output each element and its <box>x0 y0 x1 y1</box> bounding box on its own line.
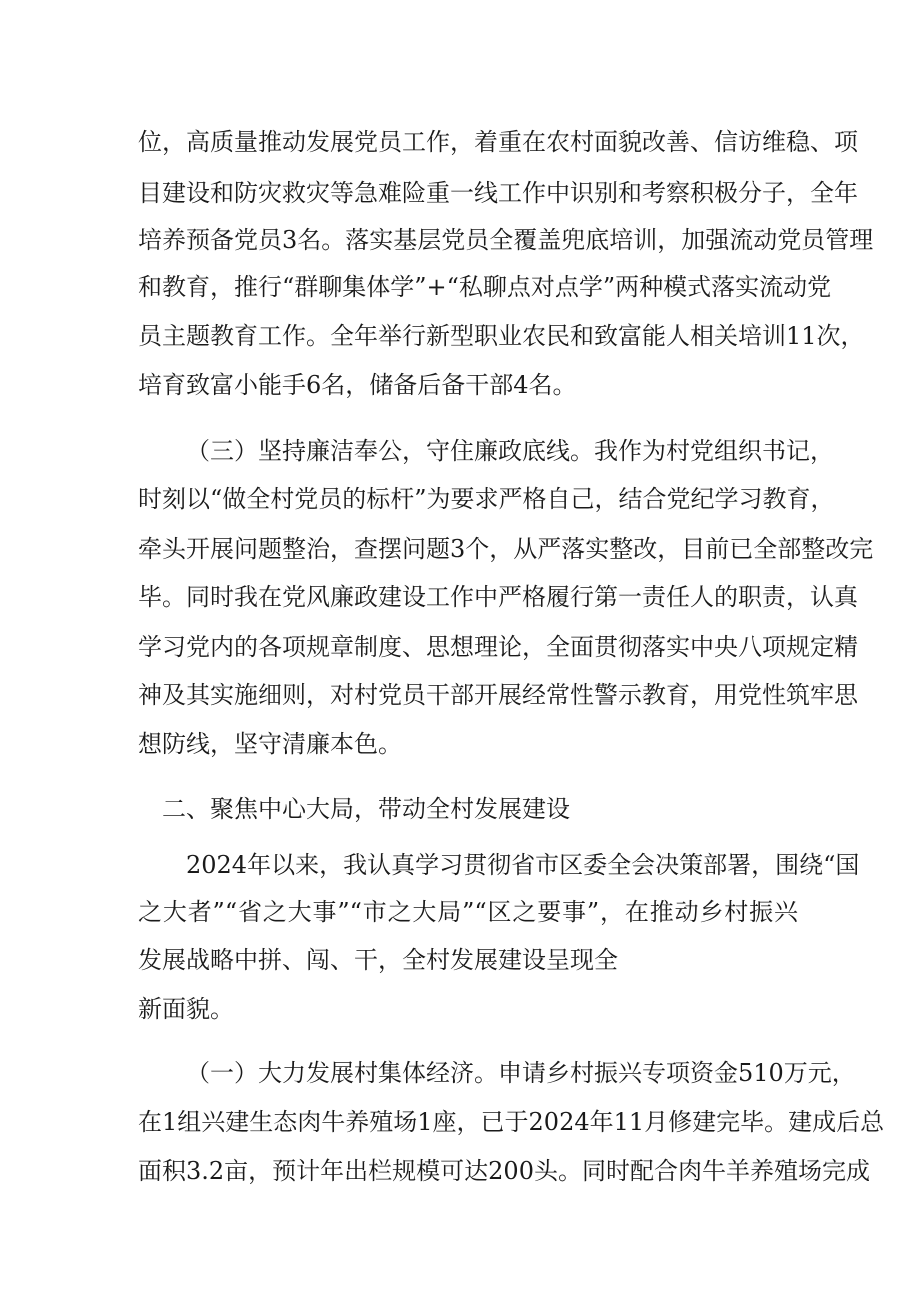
text-line: 培养预备党员3名。落实基层党员全覆盖兜底培训，加强流动党员管理 <box>138 226 874 254</box>
text-line: 之大者”“省之大事”“市之大局”“区之要事”，在推动乡村振兴 <box>138 898 798 926</box>
text-line: 学习党内的各项规章制度、思想理论，全面贯彻落实中央八项规定精 <box>138 633 858 661</box>
text-line: 位，高质量推动发展党员工作，着重在农村面貌改善、信访维稳、项 <box>138 128 858 156</box>
section-heading: 二、聚焦中心大局，带动全村发展建设 <box>162 795 570 823</box>
paragraph-heading: （三）坚持廉洁奉公，守住廉政底线。我作为村党组织书记， <box>186 437 834 465</box>
text-line: 毕。同时我在党风廉政建设工作中严格履行第一责任人的职责，认真 <box>138 583 858 611</box>
text-line: 和教育，推行“群聊集体学”+“私聊点对点学”两种模式落实流动党 <box>138 273 832 301</box>
text-line: 新面貌。 <box>138 995 234 1023</box>
paragraph-heading: （一）大力发展村集体经济。申请乡村振兴专项资金510万元， <box>186 1059 856 1087</box>
text-line: 2024年以来，我认真学习贯彻省市区委全会决策部署，围绕“国 <box>186 851 860 879</box>
text-line: 牵头开展问题整治，查摆问题3个，从严落实整改，目前已全部整改完 <box>138 535 874 563</box>
text-line: 发展战略中拼、闯、干，全村发展建设呈现全 <box>138 946 618 974</box>
text-line: 面积3.2亩，预计年出栏规模可达200头。同时配合肉牛羊养殖场完成 <box>138 1157 870 1185</box>
text-line: 员主题教育工作。全年举行新型职业农民和致富能人相关培训11次， <box>138 322 865 350</box>
text-line: 在1组兴建生态肉牛养殖场1座，已于2024年11月修建完毕。建成后总 <box>138 1108 885 1136</box>
text-line: 想防线，坚守清廉本色。 <box>138 730 402 758</box>
text-line: 培育致富小能手6名，储备后备干部4名。 <box>138 371 577 399</box>
text-line: 神及其实施细则，对村党员干部开展经常性警示教育，用党性筑牢思 <box>138 681 858 709</box>
text-line: 时刻以“做全村党员的标杆”为要求严格自己，结合党纪学习教育， <box>138 485 835 513</box>
text-line: 目建设和防灾救灾等急难险重一线工作中识别和考察积极分子，全年 <box>138 179 858 207</box>
